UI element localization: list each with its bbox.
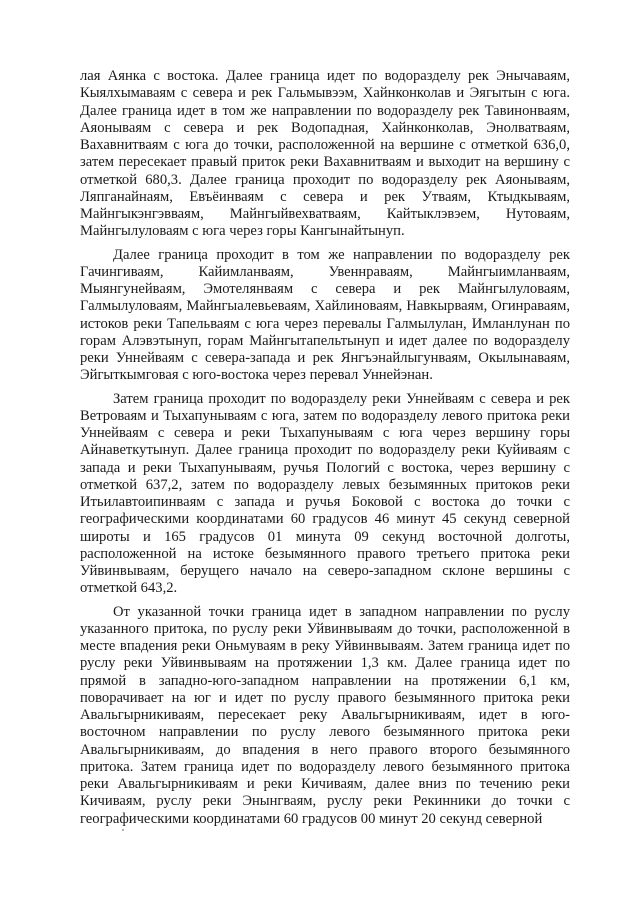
scan-speck bbox=[122, 829, 124, 831]
paragraph-2: Далее граница проходит в том же направлении по водоразделу рек Гачингиваям, Кайимланваям, Увеннраваям, Майнгыимланваям, Мыянгунейваям, Эмотелянваям с севера и рек Майнгылуловаям, Галмылуловаям, Майнгыалевьеваям, Хайлиноваям, Навкырваям, Огинраваям, истоков реки Тапельваям с юга через перевалы Галмылулан, Имланлунан по горам Алэвэтынуп, горам Майнгытапельтынуп и идет далее по водоразделу реки Уннейваям с севера-запада и рек Янгъэнайлыгунваям, Окылынаваям, Эйгыткымговая с юго-востока через перевал Уннейэнан. bbox=[80, 246, 570, 384]
paragraph-4: От указанной точки граница идет в западном направлении по руслу указанного притока, по руслу реки Уйвинвываям до точки, расположенной в месте впадения реки Оньмуваям в реку Уйвинвываям. Затем граница идет по руслу реки Уйвинвываям на протяжении 1,3 км. Далее граница идет по прямой в западно-юго-западном направлении на протяжении 6,1 км, поворачивает на юг и идет по руслу правого безымянного притока реки Авальгырникиваям, пересекает реку Авальгырникиваям, идет в юго-восточном направлении по руслу левого безымянного притока реки Авальгырникиваям, до впадения в него правого второго безымянного притока. Затем граница идет по водоразделу левого безымянного притока реки Авальгырникиваям и реки Кичиваям, далее вниз по течению реки Кичиваям, руслу реки Энынгваям, руслу реки Рекинники до точки с географическими координатами 60 градусов 00 минут 20 секунд северной bbox=[80, 603, 570, 827]
paragraph-1: лая Аянка с востока. Далее граница идет по водоразделу рек Энычаваям, Кыялхымаваям с севера и рек Гальмывээм, Хайнконколав и Эягытын с юга. Далее граница идет в том же направлении по водоразделу рек Тавинонваям, Аяонываям с севера и рек Водопадная, Хайнконколав, Энолватваям, Вахавнитваям с юга до точки, расположенной на вершине с отметкой 636,0, затем пересекает правый приток реки Вахавнитваям и выходит на вершину с отметкой 680,3. Далее граница проходит по водоразделу рек Аяонываям, Ляпганайнаям, Евъёинваям с севера и рек Утваям, Ктыдкываям, Майнгыкэнгэвваям, Майнгыйвехватваям, Кайтыклэвэем, Нутоваям, Майнгылуловаям с юга через горы Кангынайтынуп. bbox=[80, 68, 570, 240]
document-body bbox=[80, 68, 570, 834]
paragraph-3: Затем граница проходит по водоразделу реки Уннейваям с севера и рек Ветроваям и Тыхапунываям с юга, затем по водоразделу левого притока реки Уннейваям с севера и реки Тыхапунываям с юга через вершину горы Айнаветкутынуп. Далее граница проходит по водоразделу реки Куйиваям с запада и реки Тыхапунываям, ручья Пологий с востока, через вершину с отметкой 637,2, затем по водоразделу левых безымянных притоков реки Итьилавтоипинваям с запада и ручья Боковой с востока до точки с географическими координатами 60 градусов 46 минут 45 секунд северной широты и 165 градусов 01 минута 09 секунд восточной долготы, расположенной на истоке безымянного правого третьего притока реки Уйвинвываям, берущего начало на северо-западном склоне вершины с отметкой 643,2. bbox=[80, 390, 570, 597]
